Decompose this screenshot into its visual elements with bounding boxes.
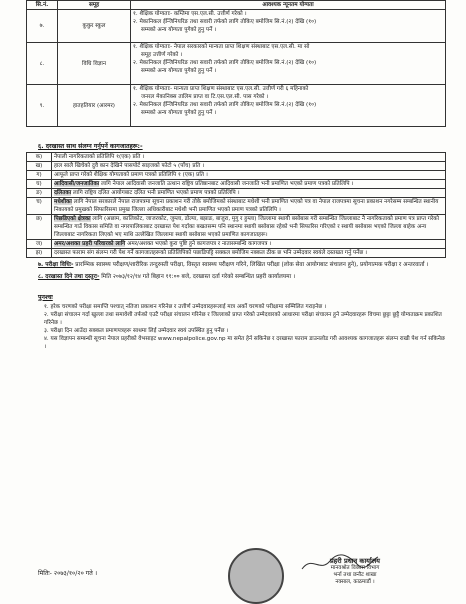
row-body: आफूले प्राप्त गरेको शैक्षिक योग्यताको प्रमाण पत्रको प्रतिलिपि १ (एक) प्रति । <box>54 172 208 178</box>
row-highlight: मधेशीका <box>54 199 72 205</box>
row-letter: झ) <box>27 249 52 258</box>
req-line: सम्मको अन्य योग्यता पुगेको हुनु पर्ने । <box>141 110 217 116</box>
table-row <box>27 162 446 171</box>
row-body: लागि नेपाल सरकारले नेपाल राजपत्रमा सूचना प्रकाशन गरी तोके बमोजिमको संस्थाबाट मधेशी भनी प्रमाणित भएको पत्र वा नेपाल राजपत्रमा सूचना प्रकाशन नगरेसम्म सम्बन्धित स्थानीय निकायको प्रमुखको सिफारिसमा प्रमुख जिल्ला अधिकारीबाट मधेशी भनी प्रमाणित भएको प्रमाण पत्रको प्रतिलिपि । <box>54 199 439 213</box>
req-line: जनरल मेकानिक्स तालिम प्राप्त वा टि.एस.एल.सी. पास गरेको । <box>141 94 269 100</box>
row-highlight: आदिवासी/जनजातिका <box>54 181 100 187</box>
row-body: लागि राष्ट्रिय दलित आयोगबाट दलित भनी प्रमाणित भएको प्रमाण पत्रको प्रतिलिपि । <box>71 190 240 196</box>
section-8-text: मिति २०७३/१२/१४ गते बिहान ११:०० बजे, दरखास्त दर्ता गरेको सम्बन्धित प्रहरी कार्यालयमा । <box>101 273 296 280</box>
table-header <box>27 1 446 10</box>
table-row <box>27 43 446 85</box>
office-line: मानवश्रोत विकास विभाग <box>330 565 380 571</box>
row-body: दरखास्त फाराम संग संलग्न गरी पेश गर्ने कागजातहरूको प्रतिलिपिको पछाडिपट्टि सक्कल बमोजिम नक्कल ठीक छ भनि उम्मेदवार स्वयंले दस्तखत गर्नु पर्नेछ । <box>54 250 368 256</box>
table-row <box>27 10 446 43</box>
section-7-label: ७. परीक्षा विधिः- <box>38 262 74 268</box>
table-row <box>27 249 446 258</box>
row-highlight: पिछडिएको क्षेत्रका <box>54 216 91 222</box>
req-line: २. मेकानिकल ईन्जिनियरिङ तथा सवारी तर्फको लागि तोकिए बमोजिम सि.नं.(२) देखि (१०) <box>133 19 317 25</box>
row-text <box>52 249 446 258</box>
req-line: २. मेकानिकल ईन्जिनियरिङ तथा सवारी तर्फको लागि तोकिए बमोजिम सि.नं.(२) देखि (१०) <box>133 60 317 66</box>
row-letter: क) <box>27 153 52 162</box>
row-group: कुकुर स्कुल <box>58 10 131 43</box>
col-sn: सि.नं. <box>27 1 58 10</box>
documents-table <box>26 152 446 258</box>
row-body: अमर/अशक्त भएको कुरा पुष्टि हुने कागजपत्र र नातासम्बन्धि कागजपत्र । <box>125 241 272 247</box>
row-text <box>52 198 446 215</box>
row-body: लागि (अछाम, कालिकोट, जाजरकोट, जुम्ला, डोल्पा, बझाङ, बाजुरा, मुगु र हुम्ला) जिल्लामा स्थायी बसोबास गरी सम्बन्धित जिल्लाबाट नै नागरिकताको प्रमाण पत्र प्राप्त गरेको सम्बन्धित गाउँ विकास समिति वा नगरपालिकाबाट दरखास्त पेश गर्दाका बखतसम्म पनि स्थानमा स्थायी बसोबास रहेको भनी सिफारिस गरिएको र स्थायी बसोबास भएको जिल्ला बाहेक अन्य जिल्लाबाट नागरिकता लिएको भए माथि उल्लेखित जिल्लामा स्थायी बसोबास भएको प्रमाणित कागजातहरू। <box>54 216 439 238</box>
row-text <box>52 153 446 162</box>
document-page <box>26 0 446 351</box>
row-letter: च) <box>27 198 52 215</box>
row-body: हाल सालै खिचेको दुवै कान देखिने पासपोर्ट साइजको फोटो ५ (पाँच) प्रति । <box>54 163 205 169</box>
req-line: सम्मको अन्य योग्यता पुगेको हुनु पर्ने । <box>141 27 217 33</box>
table-row <box>27 198 446 215</box>
row-letter: ख) <box>27 162 52 171</box>
note-item: ४. यस विज्ञापन सम्बन्धी सूचना नेपाल प्रहरीको वेभसाइट www.nepalpolice.gov.np मा समेत हेर्न सकिनेछ र दरखास्त फाराम डाउनलोड गरी आवश्यक कागजातहरू संलग्न राखी पेश गर्न सकिनेछ । <box>44 336 445 350</box>
row-letter: ग) <box>27 171 52 180</box>
section-6-title: ६. दरखास्त साथ संलग्न गर्नुपर्ने कागजातहरू:- <box>38 143 143 150</box>
row-reqs <box>131 43 446 85</box>
table-row <box>27 240 446 249</box>
section-7 <box>38 261 446 270</box>
row-letter: छ) <box>27 215 52 240</box>
col-qualification: आवश्यक न्यूनतम योग्यता <box>131 1 446 10</box>
office-seal-icon <box>228 548 284 604</box>
table-row <box>27 189 446 198</box>
table-row <box>27 171 446 180</box>
row-highlight: अमर/अशक्त प्रहरी परिवारको लागि <box>54 241 126 247</box>
row-letter: ङ) <box>27 189 52 198</box>
req-line: १. शैक्षिक योग्यताः- कम्तिमा एस.एल.सी. उत्तीर्ण गरेको । <box>133 11 247 17</box>
row-sn: ८. <box>27 43 58 85</box>
row-text <box>52 240 446 249</box>
row-body: नेपाली नागरिकताको प्रतिलिपि १(एक) प्रति । <box>54 154 145 160</box>
table-row <box>27 180 446 189</box>
row-text <box>52 171 446 180</box>
notes-title: पुनश्चः <box>38 294 53 301</box>
req-line: १. शैक्षिक योग्यताः- मान्यता प्राप्त शिक्षण संस्थाबाट एस.एल.सी. उत्तीर्ण गरी ६ महिनाको <box>133 86 309 92</box>
table-row <box>27 215 446 240</box>
section-8-label: ८. दरखास्त दिने तथा दस्तुरः- <box>38 273 100 280</box>
row-body: लागि नेपाल आदिवासी जनजाति उत्थान राष्ट्रिय प्रतिष्ठानबाट आदिवासी जनजाति भनी प्रमाणित भएको प्रमाण पत्रको प्रतिलिपि । <box>99 181 354 187</box>
req-line: १. शैक्षिक योग्यताः- नेपाल सरकारको मान्यता प्राप्त शिक्षण संस्थाबाट एस.एल.सी. मा सो <box>133 44 310 50</box>
table-row <box>27 153 446 162</box>
note-item: ३. परीक्षा दिन आउँदा सक्कल प्रमाणपत्रहरू साथमा लिई उम्मेदवार स्वयं उपस्थित हुनु पर्नेछ । <box>44 328 229 334</box>
row-sn: ९. <box>27 85 58 127</box>
office-title: प्रहरी प्रधान कार्यालय <box>329 557 381 565</box>
row-reqs <box>131 85 446 127</box>
table-row <box>27 85 446 127</box>
req-line: सम्मको अन्य योग्यता पुगेको हुनु पर्ने । <box>141 68 217 74</box>
row-group: हातहतियार (आरमर) <box>58 85 131 127</box>
row-text <box>52 215 446 240</box>
row-text <box>52 189 446 198</box>
row-text <box>52 162 446 171</box>
row-letter: ज) <box>27 240 52 249</box>
col-group: समूह <box>58 1 131 10</box>
row-text <box>52 180 446 189</box>
qualification-table <box>26 0 446 127</box>
row-reqs <box>131 10 446 43</box>
office-line: नक्साल, काठमाडौं । <box>335 579 375 585</box>
req-line: २. मेकानिकल ईन्जिनियरिङ तथा सवारी तर्फको लागि तोकिए बमोजिम सि.नं.(२) देखि (१०) <box>133 102 317 108</box>
row-letter: घ) <box>27 180 52 189</box>
issue-date: मितिः- २०७३/१०/२० गते । <box>38 570 98 577</box>
note-item: १. हरेक चरणको परीक्षा समाप्ति पश्चात् नतिजा प्रकाशन गरिनेछ र उत्तीर्ण उम्मेदवारहरूलाई मात्र अर्को चरणको परीक्षामा सम्मिलित गराइनेछ । <box>44 304 327 310</box>
section-7-text: प्रारम्भिक स्वास्थ्य परीक्षण/शारीरिक तन्दुरुस्ती परीक्षा, विस्तृत स्वास्थ्य परीक्षण गरिने, लिखित परीक्षा (लोक सेवा आयोगबाट संचालन हुने), प्रयोगात्मक परीक्षा र अन्तरवार्ता । <box>75 262 429 268</box>
row-group: विधि विज्ञान <box>58 43 131 85</box>
row-sn: ७. <box>27 10 58 43</box>
note-item: २. परीक्षा संचालन गर्दा खुल्ला तथा समावेशी तर्फको एउटै परीक्षा संचालन गरिनेछ र जिल्लाको प्राप्त गरेको उम्मेदवारको आधारमा परीक्षा संचालन हुने उम्मेदवारहरू विचमा छुट्टा छुट्टै योग्यताक्रम प्रकाशित गरिनेछ । <box>44 312 442 326</box>
issuing-office <box>300 556 410 586</box>
req-line: समूह उत्तीर्ण गरेको । <box>141 52 183 58</box>
section-8 <box>38 273 446 282</box>
row-highlight: दलितका <box>54 190 72 196</box>
office-line: भर्ना तथा छनौट शाखा <box>333 572 377 578</box>
